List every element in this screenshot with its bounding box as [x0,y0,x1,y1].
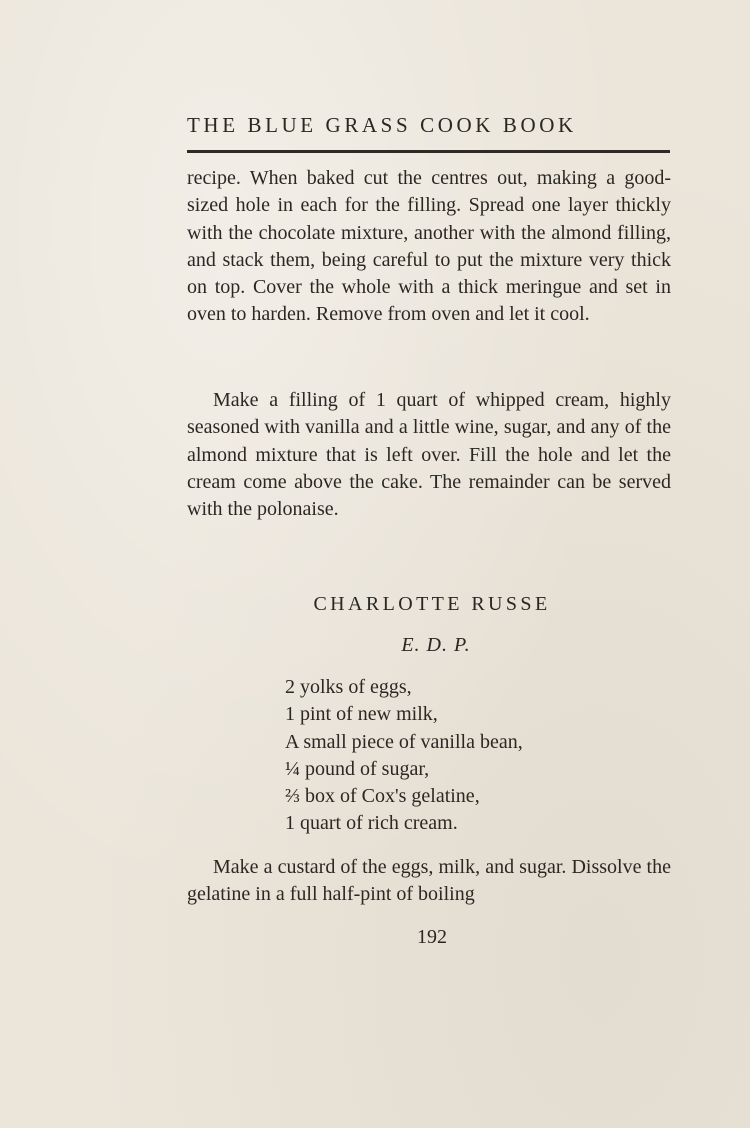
ingredient-list [285,674,523,838]
ingredient-item: ⅔ box of Cox's gelatine, [285,785,480,808]
paragraph-text: recipe. When baked cut the centres out, making a good-sized hole in each for the filling. Spread one layer thickly with the chocolate mixture, another with the almond filling, and stack them, being careful to put the mixture very thick on top. Cover the whole with a thick meringue and set in oven to harden. Remove from oven and let it cool. [187,167,671,326]
page-number: 192 [417,926,447,948]
ingredient-item: 1 pint of new milk, [285,703,438,726]
running-header: THE BLUE GRASS COOK BOOK [187,113,577,137]
paragraph-text: Make a filling of 1 quart of whipped cream, highly seasoned with vanilla and a little wine, sugar, and any of the almond mixture that is left over. Fill the hole and let the cream come above the cake. The remainder can be served with the polonaise. [187,389,671,521]
continued-paragraph [187,165,671,329]
instructions-paragraph [187,854,671,909]
ingredient-item: A small piece of vanilla bean, [285,730,523,753]
filling-paragraph [187,387,671,523]
ingredient-item: ¼ pound of sugar, [285,757,430,780]
recipe-title: CHARLOTTE RUSSE [313,593,551,615]
ingredient-item: 2 yolks of eggs, [285,676,412,698]
recipe-attribution: E. D. P. [401,634,471,656]
paragraph-text: Make a custard of the eggs, milk, and sugar. Dissolve the gelatine in a full half-pint of boiling [187,856,671,906]
ingredient-item: 1 quart of rich cream. [285,812,458,835]
header-rule [187,150,670,153]
